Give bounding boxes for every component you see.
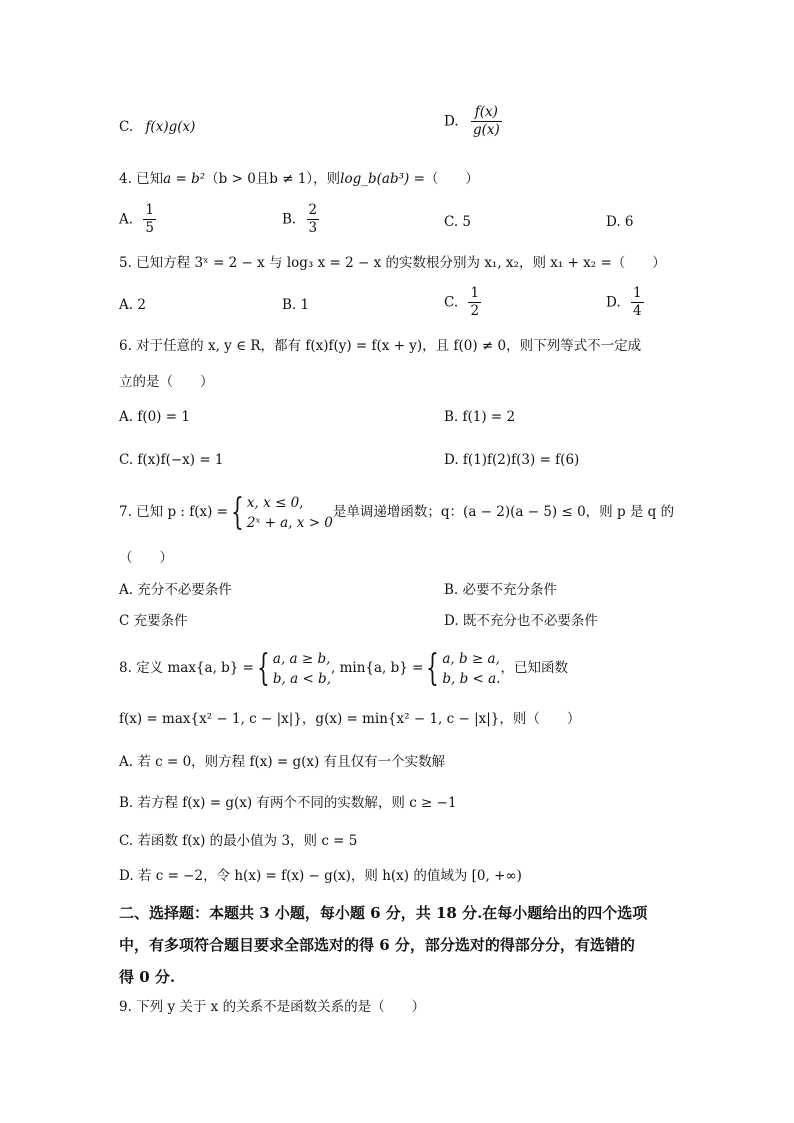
q8-min-brace: { bbox=[426, 647, 440, 689]
q8-max-cases bbox=[273, 649, 331, 689]
q3-option-d-fraction bbox=[471, 104, 502, 139]
q4-stem bbox=[119, 169, 479, 189]
q4-stem-prefix: 4. 已知 bbox=[119, 171, 164, 187]
q8-max-case-2: b, a < b, bbox=[272, 670, 331, 687]
q8-functions: f(x) = max{x² − 1, c − |x|}，g(x) = min{x² − 1, c − |x|}，则（ ） bbox=[119, 711, 581, 727]
q8-option-c: C. 若函数 f(x) 的最小值为 3，则 c = 5 bbox=[119, 833, 358, 849]
q8-min-case-2: b, b < a. bbox=[442, 670, 501, 687]
q6-option-b: B. f(1) = 2 bbox=[444, 409, 516, 425]
q7-option-c: C 充要条件 bbox=[119, 613, 188, 629]
q5-option-c-denominator: 2 bbox=[470, 303, 480, 319]
q5-stem: 5. 已知方程 3ˣ = 2 − x 与 log₃ x = 2 − x 的实数根分别为 x₁, x₂，则 x₁ + x₂ =（ ） bbox=[119, 255, 666, 271]
q4-stem-connector: ，则 bbox=[313, 171, 341, 187]
q5-option-d-label: D. bbox=[606, 294, 621, 311]
q4-option-b-denominator: 3 bbox=[308, 220, 318, 236]
q4-option-b-numerator: 2 bbox=[308, 202, 318, 218]
q4-option-a-numerator: 1 bbox=[145, 202, 154, 218]
q8-min-case-1: a, b ≥ a, bbox=[442, 650, 500, 667]
q8-min-cases bbox=[442, 649, 500, 689]
q5-option-d bbox=[606, 285, 646, 320]
section2-heading-line3: 得 0 分. bbox=[119, 968, 176, 986]
q5-option-a: A. 2 bbox=[119, 297, 146, 313]
q5-option-d-fraction bbox=[631, 285, 644, 320]
q3-option-d-denominator: g(x) bbox=[472, 122, 500, 138]
q7-stem bbox=[119, 490, 674, 534]
q8-stem-min: , min{a, b} = bbox=[331, 660, 424, 676]
q6-stem-line1: 6. 对于任意的 x, y ∈ R，都有 f(x)f(y) = f(x + y)，且 f(0) ≠ 0，则下列等式不一定成 bbox=[119, 338, 642, 354]
q5-option-c bbox=[444, 285, 483, 320]
q8-stem-prefix: 8. 定义 max{a, b} = bbox=[119, 660, 254, 676]
q7-piecewise bbox=[247, 493, 333, 533]
q6-option-a: A. f(0) = 1 bbox=[119, 409, 190, 425]
q6-option-d: D. f(1)f(2)f(3) = f(6) bbox=[444, 452, 580, 468]
q4-option-c: C. 5 bbox=[444, 214, 472, 230]
q5-option-c-numerator: 1 bbox=[470, 285, 480, 301]
q9-stem: 9. 下列 y 关于 x 的关系不是函数关系的是（ ） bbox=[119, 999, 426, 1015]
q8-max-brace: { bbox=[257, 647, 270, 689]
section2-heading-line2: 中，有多项符合题目要求全部选对的得 6 分，部分选对的得部分分，有选错的 bbox=[119, 936, 635, 954]
q4-option-b-label: B. bbox=[282, 211, 297, 228]
q7-option-b: B. 必要不充分条件 bbox=[444, 582, 558, 598]
q8-stem bbox=[119, 646, 568, 690]
q8-stem-suffix: ，已知函数 bbox=[500, 660, 568, 676]
q6-stem-line2: 立的是（ ） bbox=[119, 374, 214, 390]
q8-max-case-1: a, a ≥ b, bbox=[272, 650, 331, 667]
q4-option-a-label: A. bbox=[119, 211, 134, 228]
q3-option-d-label: D. bbox=[444, 113, 459, 130]
q3-option-c-label: C. bbox=[119, 119, 134, 135]
q4-option-a-fraction bbox=[143, 202, 156, 237]
q8-option-a: A. 若 c = 0，则方程 f(x) = g(x) 有且仅有一个实数解 bbox=[119, 754, 446, 770]
q4-option-a bbox=[119, 202, 158, 237]
q7-option-d: D. 既不充分也不必要条件 bbox=[444, 613, 598, 629]
q5-option-c-fraction bbox=[468, 285, 481, 320]
q7-case-1: x, x ≤ 0, bbox=[246, 494, 304, 511]
q7-answer-blank: （ ） bbox=[119, 550, 173, 566]
q4-option-b bbox=[282, 202, 321, 237]
q8-option-b: B. 若方程 f(x) = g(x) 有两个不同的实数解，则 c ≥ −1 bbox=[119, 795, 457, 811]
q5-option-b: B. 1 bbox=[282, 297, 310, 313]
q6-option-c: C. f(x)f(−x) = 1 bbox=[119, 452, 224, 468]
q7-option-a: A. 充分不必要条件 bbox=[119, 582, 232, 598]
q7-left-brace: { bbox=[231, 491, 244, 533]
q4-stem-equation: a = b² bbox=[163, 171, 206, 187]
q4-stem-answer-blank: （ ） bbox=[424, 171, 479, 187]
q4-option-b-fraction bbox=[307, 202, 320, 237]
q5-option-d-numerator: 1 bbox=[632, 285, 642, 301]
q5-option-d-denominator: 4 bbox=[632, 303, 642, 319]
q4-stem-log: log_b(ab³) = bbox=[340, 171, 425, 187]
q7-stem-suffix: 是单调递增函数；q：(a − 2)(a − 5) ≤ 0，则 p 是 q 的 bbox=[332, 504, 675, 520]
q4-stem-condition: （b > 0且b ≠ 1） bbox=[205, 171, 314, 187]
q3-option-d bbox=[444, 104, 504, 139]
q7-stem-prefix: 7. 已知 p : f(x) = bbox=[119, 504, 228, 520]
q5-option-c-label: C. bbox=[444, 294, 459, 311]
section2-heading-line1: 二、选择题：本题共 3 小题，每小题 6 分，共 18 分.在每小题给出的四个选项 bbox=[119, 904, 648, 922]
q4-option-d: D. 6 bbox=[606, 214, 634, 230]
q3-option-c bbox=[119, 117, 195, 137]
q7-case-2: 2ˣ + a, x > 0 bbox=[246, 514, 333, 531]
q4-option-a-denominator: 5 bbox=[145, 220, 154, 236]
q8-option-d: D. 若 c = −2，令 h(x) = f(x) − g(x)，则 h(x) 的值域为 [0, +∞) bbox=[119, 868, 522, 884]
q3-option-d-numerator: f(x) bbox=[471, 104, 502, 122]
q3-option-c-expr: f(x)g(x) bbox=[145, 119, 196, 135]
